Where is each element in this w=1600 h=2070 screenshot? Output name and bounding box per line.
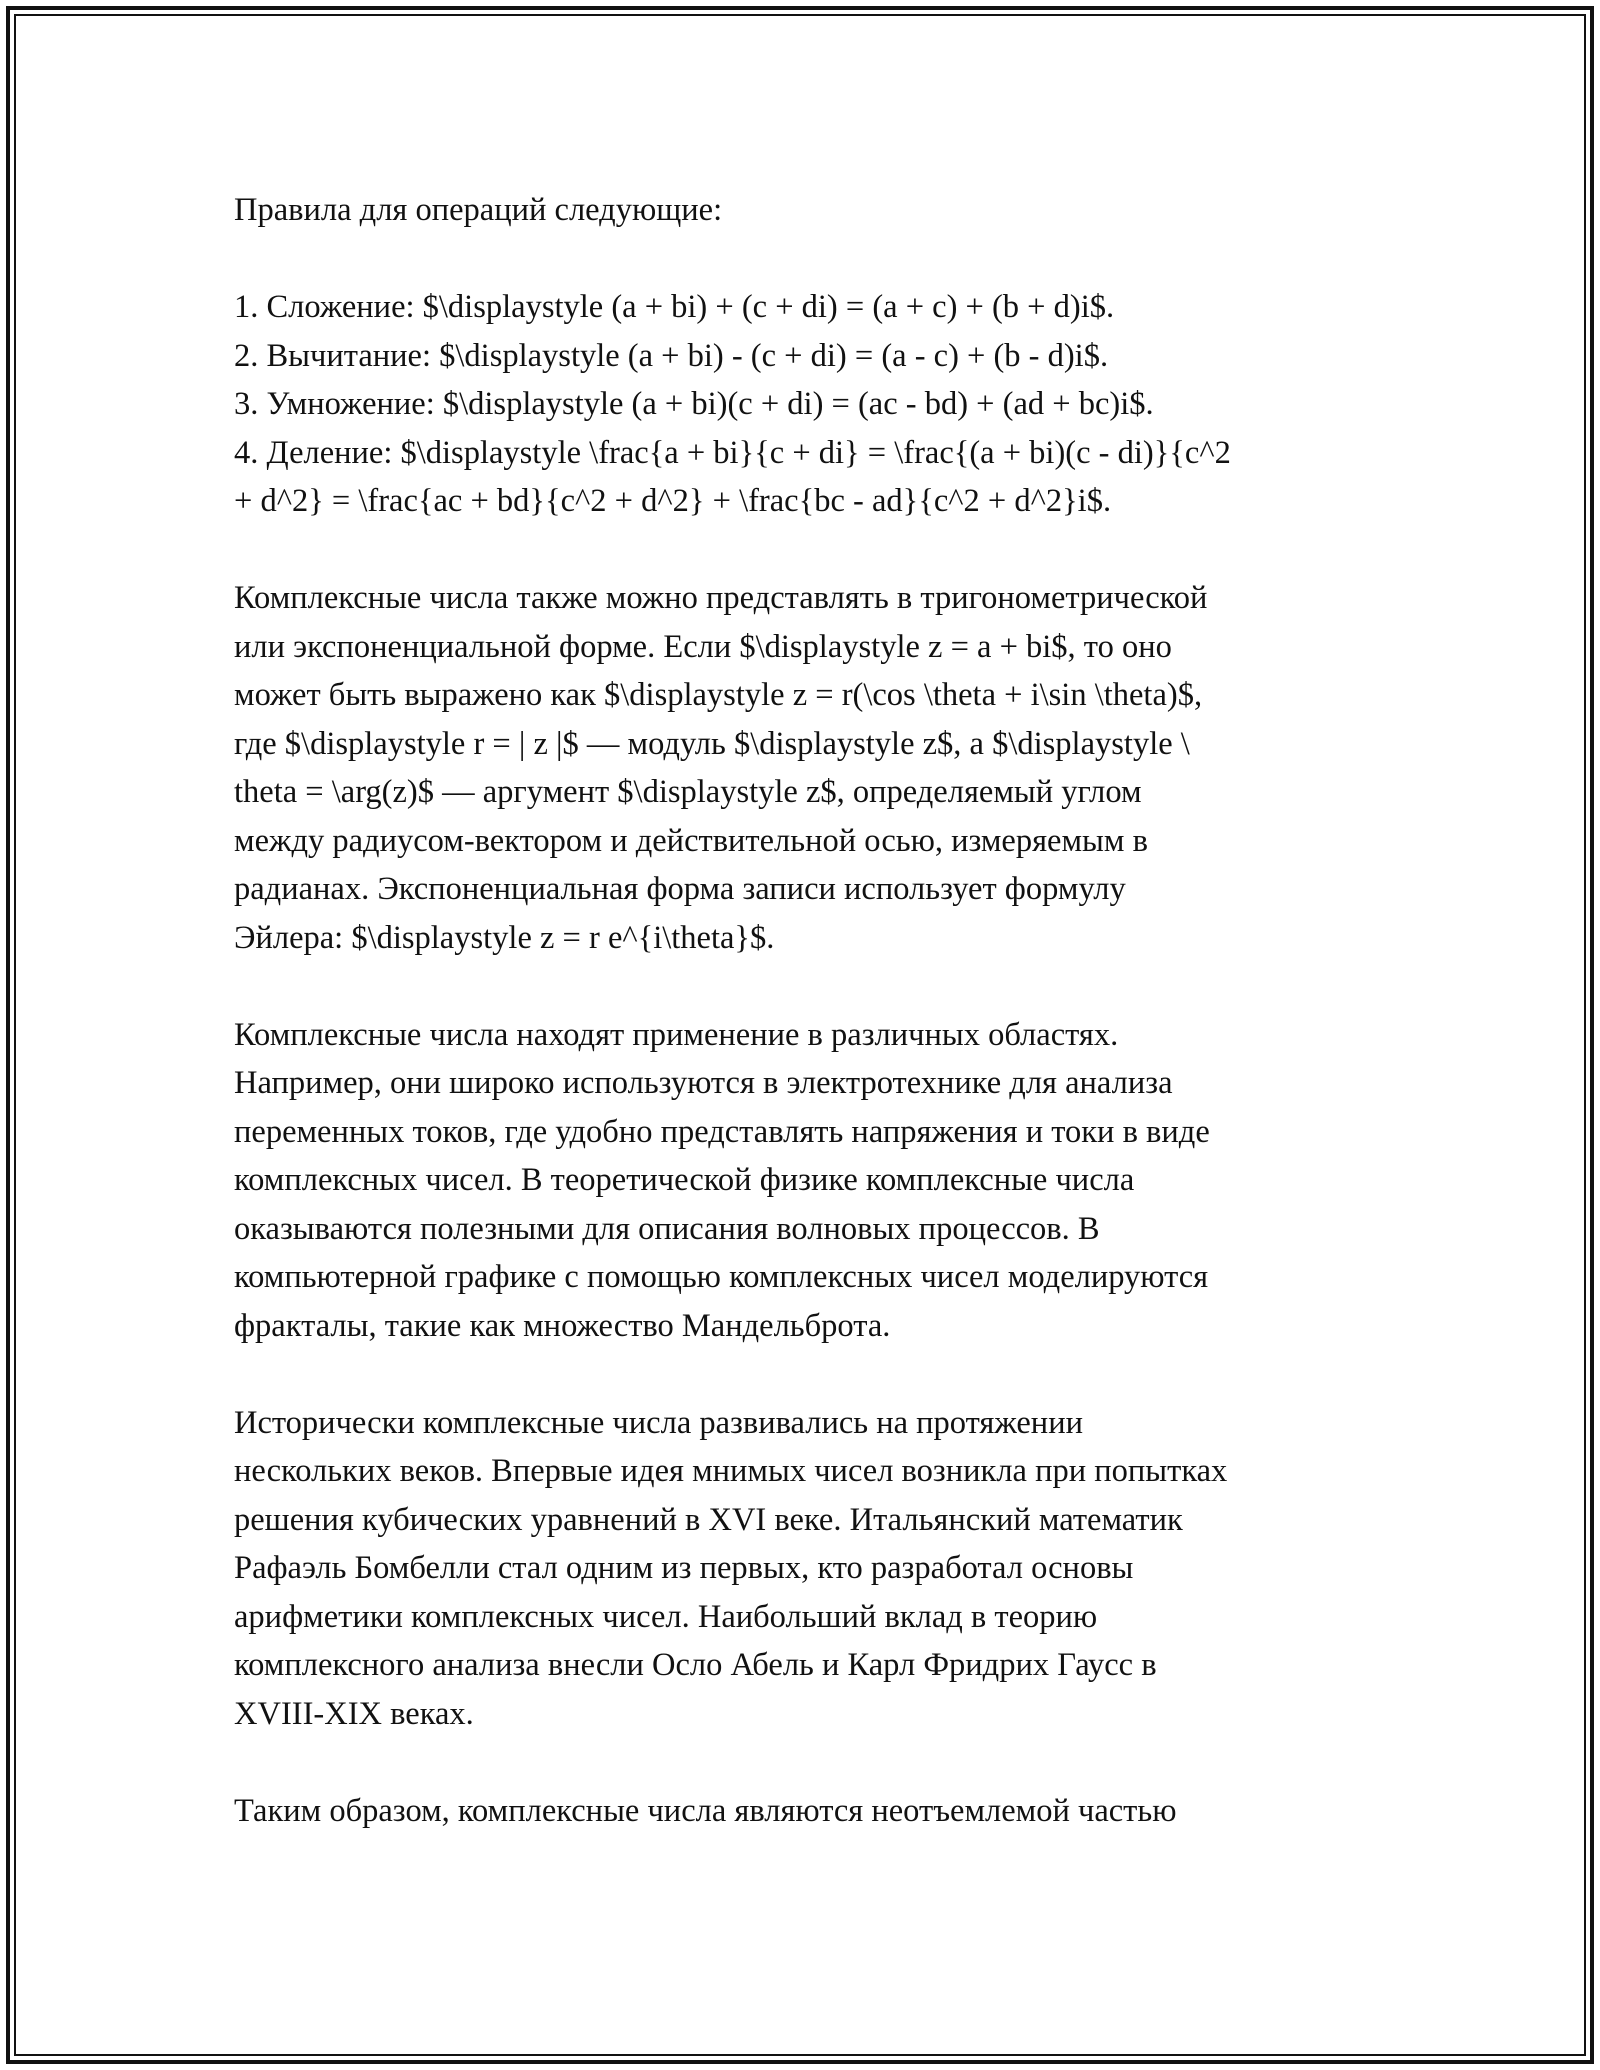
text-line: комплексных чисел. В теоретической физике комплексные числа xyxy=(234,1162,1135,1198)
text-line: Например, они широко используются в электротехнике для анализа xyxy=(234,1065,1173,1101)
text-line: компьютерной графике с помощью комплексных чисел моделируются xyxy=(234,1259,1209,1295)
rule-addition: 1. Сложение: $\displaystyle (a + bi) + (c + di) = (a + c) + (b + d)i$. xyxy=(234,289,1115,325)
text-line: переменных токов, где удобно представлять напряжения и токи в виде xyxy=(234,1113,1210,1150)
text-line: радианах. Экспоненциальная форма записи использует формулу xyxy=(234,871,1126,907)
forms-paragraph xyxy=(234,574,1384,962)
text-line: XVIII-XIX веках. xyxy=(234,1695,474,1732)
applications-paragraph xyxy=(234,1011,1384,1351)
rules-list xyxy=(234,283,1384,526)
text-line: фракталы, такие как множество Мандельброта. xyxy=(234,1307,891,1344)
history-paragraph xyxy=(234,1399,1384,1739)
text-line: нескольких веков. Впервые идея мнимых чисел возникла при попытках xyxy=(234,1453,1228,1489)
text-line: между радиусом-вектором и действительной осью, измеряемым в xyxy=(234,822,1148,859)
text-line: theta = \arg(z)$ — аргумент $\displaystyle z$, определяемый углом xyxy=(234,774,1142,810)
text-line: Комплексные числа находят применение в различных областях. xyxy=(234,1016,1119,1053)
text-line: Таким образом, комплексные числа являются неотъемлемой частью xyxy=(234,1792,1177,1829)
document-body xyxy=(234,186,1384,1884)
text-line: где $\displaystyle r = | z |$ — модуль $\displaystyle z$, а $\displaystyle \ xyxy=(234,725,1190,762)
text-line: решения кубических уравнений в XVI веке. Итальянский математик xyxy=(234,1501,1183,1538)
intro-paragraph xyxy=(234,186,1384,235)
text-line: может быть выражено как $\displaystyle z = r(\cos \theta + i\sin \theta)$, xyxy=(234,677,1203,713)
text-line: комплексного анализа внесли Осло Абель и Карл Фридрих Гаусс в xyxy=(234,1647,1157,1683)
text-line: Эйлера: $\displaystyle z = r e^{i\theta}$. xyxy=(234,919,775,956)
text-line: Комплексные числа также можно представлять в тригонометрической xyxy=(234,580,1208,616)
text-line: Рафаэль Бомбелли стал одним из первых, кто разработал основы xyxy=(234,1550,1134,1586)
rule-division: 4. Деление: $\displaystyle \frac{a + bi}{c + di} = \frac{(a + bi)(c - di)}{c^2 xyxy=(234,434,1231,471)
rule-division-continued: + d^2} = \frac{ac + bd}{c^2 + d^2} + \frac{bc - ad}{c^2 + d^2}i$. xyxy=(234,483,1112,519)
conclusion-paragraph xyxy=(234,1787,1384,1836)
text-line: Правила для операций следующие: xyxy=(234,192,723,228)
rule-subtraction: 2. Вычитание: $\displaystyle (a + bi) - (c + di) = (a - c) + (b - d)i$. xyxy=(234,337,1109,374)
text-line: или экспоненциальной форме. Если $\displaystyle z = a + bi$, то оно xyxy=(234,628,1172,665)
rule-multiplication: 3. Умножение: $\displaystyle (a + bi)(c + di) = (ac - bd) + (ad + bc)i$. xyxy=(234,386,1154,422)
text-line: арифметики комплексных чисел. Наибольший вклад в теорию xyxy=(234,1598,1098,1635)
text-line: оказываются полезными для описания волновых процессов. В xyxy=(234,1210,1100,1247)
text-line: Исторически комплексные числа развивались на протяжении xyxy=(234,1404,1083,1441)
